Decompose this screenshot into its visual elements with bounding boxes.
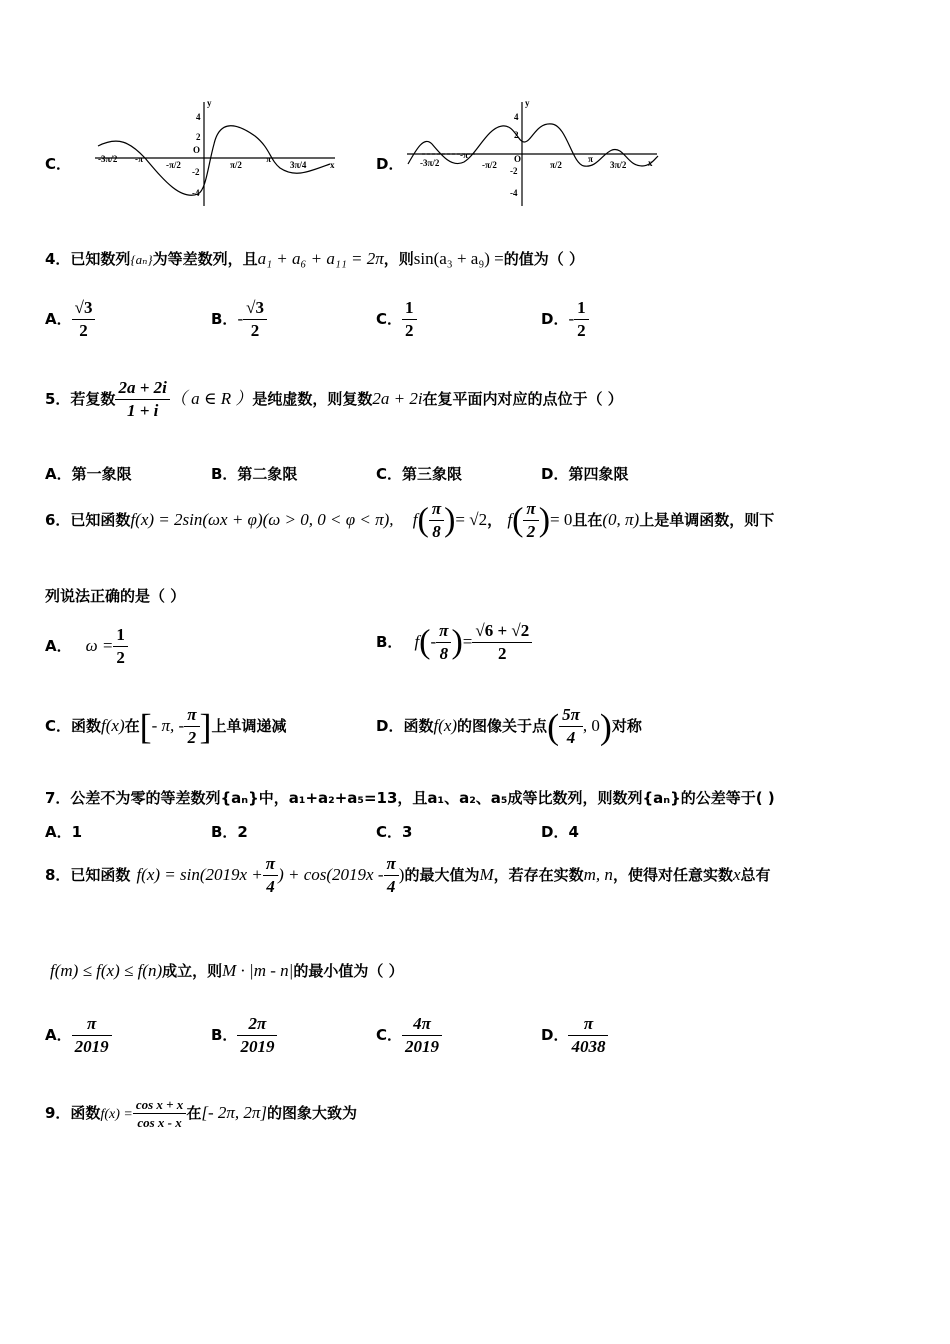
- graphc-x-label: x: [330, 160, 335, 170]
- q3-graph-d: [402, 96, 662, 210]
- graphc-xtick: -π/2: [166, 160, 181, 170]
- graphd-xtick: -π/2: [482, 160, 497, 170]
- q8-option-c[interactable]: C． $\frac{4\pi}{2019}$: [376, 1013, 442, 1058]
- graphc-origin: O: [193, 145, 201, 155]
- q4-option-c[interactable]: C． $\frac{1}{2}$: [376, 297, 417, 342]
- q8-option-b[interactable]: B． $\frac{2\pi}{2019}$: [211, 1013, 277, 1058]
- graphd-ytick: 2: [514, 130, 519, 140]
- q6-stem-line2: 列说法正确的是（ ）: [45, 587, 186, 605]
- graphc-ytick: -2: [192, 167, 200, 177]
- q7-option-c[interactable]: C．3: [376, 823, 413, 841]
- graphc-xtick: π/2: [230, 160, 242, 170]
- q7-option-a[interactable]: A．1: [45, 823, 83, 841]
- q4-stem: 4．已知数列{aₙ}为等差数列，且a₁ + a₆ + a₁₁ = 2π，则sin(a₃ + a₉) =的值为（ ）: [45, 249, 584, 268]
- q7-stem: 7．公差不为零的等差数列{aₙ}中，a₁+a₂+a₅=13，且a₁、a₂、a₅成等比数列，则数列{aₙ}的公差等于( ): [45, 789, 775, 807]
- q6-option-a[interactable]: A． ω = $\frac{1}{2}$: [45, 624, 128, 669]
- q8-stem: 8．已知函数 f(x) = sin(2019x + $\frac{\pi}{4}$ ) + cos(2019x - $\frac{\pi}{4}$ )的最大值为M，若存在实数m, n，使得对任意实数x总有: [45, 854, 771, 896]
- q4-option-b[interactable]: B．- $\frac{√3}{2}$: [211, 297, 267, 342]
- graphc-xtick: -π: [135, 154, 143, 164]
- graphc-ytick: -4: [192, 188, 200, 198]
- q5-option-d[interactable]: D．第四象限: [541, 465, 629, 483]
- q6-option-c[interactable]: C．函数f(x)在[- π, - $\frac{\pi}{2}$ ]上单调递减: [45, 705, 287, 747]
- q3-option-c-label: C．: [45, 155, 72, 173]
- graphd-xtick: π: [588, 154, 593, 164]
- graphd-ytick: 4: [514, 112, 519, 122]
- q8-option-d[interactable]: D． $\frac{\pi}{4038}$: [541, 1013, 608, 1058]
- q8-option-a[interactable]: A． $\frac{\pi}{2019}$: [45, 1013, 112, 1058]
- q5-option-c[interactable]: C．第三象限: [376, 465, 463, 483]
- q6-option-b[interactable]: B． f(- $\frac{\pi}{8}$ )= $\frac{√6 + √2}{2}$: [376, 620, 532, 665]
- q8-stem-line2: f(m) ≤ f(x) ≤ f(n)成立，则M · |m - n|的最小值为（ ）: [50, 961, 404, 980]
- graphd-xtick: -π: [460, 150, 468, 160]
- graphc-ytick: 2: [196, 132, 201, 142]
- q4-option-d[interactable]: D．- $\frac{1}{2}$: [541, 297, 589, 342]
- q5-option-a[interactable]: A．第一象限: [45, 465, 132, 483]
- q6-stem: 6．已知函数f(x) = 2sin(ωx + φ)(ω > 0, 0 < φ < π), f( $\frac{\pi}{8}$ )= √2， f( $\frac{\pi}{2}$ )= 0且在(0, π)上是单调函数，则下: [45, 499, 775, 541]
- graphc-xtick: -3π/2: [98, 154, 118, 164]
- q7-option-d[interactable]: D．4: [541, 823, 579, 841]
- graphc-xtick: π: [266, 154, 271, 164]
- graphc-xtick: 3π/4: [290, 160, 307, 170]
- q6-option-d[interactable]: D．函数f(x)的图像关于点( $\frac{5\pi}{4}$ , 0)对称: [376, 705, 642, 747]
- graphc-y-label: y: [207, 98, 212, 108]
- graphd-origin: O: [514, 154, 522, 164]
- graphd-ytick: -2: [510, 166, 518, 176]
- graphd-xtick: -3π/2: [420, 158, 440, 168]
- q5-stem: 5．若复数 $\frac{2a + 2i}{1 + i}$ （ a ∈ R ）是纯虚数，则复数2a + 2i在复平面内对应的点位于（ ）: [45, 378, 623, 420]
- q4-option-a[interactable]: A． $\frac{√3}{2}$: [45, 297, 95, 342]
- graphd-ytick: -4: [510, 188, 518, 198]
- graphd-y-label: y: [525, 98, 530, 108]
- q7-option-b[interactable]: B．2: [211, 823, 248, 841]
- q9-stem: 9．函数f(x) = $\frac{\text{cos x + x}}{\text{cos x - x}}$ 在[- 2π, 2π]的图象大致为: [45, 1097, 358, 1130]
- graphd-x-label: x: [648, 158, 653, 168]
- graphd-xtick: π/2: [550, 160, 562, 170]
- graphc-ytick: 4: [196, 112, 201, 122]
- graphd-xtick: 3π/2: [610, 160, 627, 170]
- q5-option-b[interactable]: B．第二象限: [211, 465, 298, 483]
- q3-graph-c: [90, 96, 340, 210]
- q3-option-d-label: D．: [376, 155, 404, 173]
